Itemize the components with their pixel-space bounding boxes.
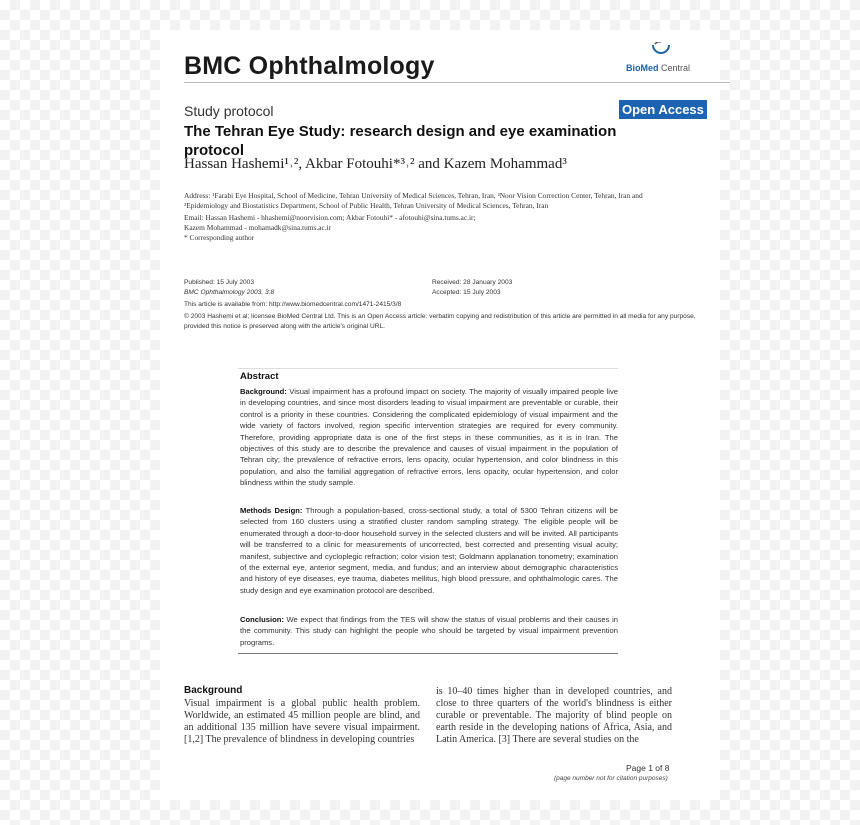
corresponding-author-note: * Corresponding author xyxy=(184,233,255,242)
article-type: Study protocol xyxy=(184,103,274,119)
journal-name: BMC Ophthalmology xyxy=(184,52,435,80)
page-number: Page 1 of 8 xyxy=(626,763,670,773)
abstract-conclusion-text: We expect that findings from the TES will show the status of visual problems and their causes in the community. This study can highlight the people who should be targeted by visual impairment prevention programs. xyxy=(240,615,618,647)
paper-page xyxy=(160,30,720,800)
abstract-conclusion-label: Conclusion: xyxy=(240,615,284,624)
biomed-central-logo xyxy=(626,42,696,78)
author-emails xyxy=(184,213,674,243)
abstract-background-text: Visual impairment has a profound impact on society. The majority of visually impaired people live in developing countries, and since most disorders leading to visual impairment are preventable or curable, their control is a priority in these countries. Considering the complicated epidemiology of visual impairment and the wide variety of factors involved, region specific intervention strategies are required for every community. Therefore, providing appropriate data is one of the first steps in these communities, as it is in Iran. The objectives of this study are to describe the prevalence and causes of visual impairment in the population of Tehran city; the prevalence of refractive errors, lens opacity, ocular hypertension, and color blindness in this population, and also the familial aggregation of refractive errors, lens opacity, ocular hypertension, and color blindness within the study sample. xyxy=(240,387,618,488)
logo-mark-icon xyxy=(626,42,696,64)
abstract-background xyxy=(240,386,618,489)
citation: BMC Ophthalmology 2003, 3:8 xyxy=(184,289,275,296)
abstract-methods-label: Methods Design: xyxy=(240,506,303,515)
abstract-conclusion xyxy=(240,614,618,648)
logo-text xyxy=(626,63,690,73)
published-date: Published: 15 July 2003 xyxy=(184,279,255,286)
author-address: Address: ¹Farabi Eye Hospital, School of Medicine, Tehran University of Medical Sciences, Tehran, Iran, ²Noor Vision Correction Center, Tehran, Iran and ³Epidemiology and Biostatistics Department, School of Public Health, Tehran University of Medical Sciences, Tehran, Iran xyxy=(184,191,643,210)
copyright-notice: © 2003 Hashemi et al; licensee BioMed Central Ltd. This is an Open Access article: verbatim copying and redistribution of this article are permitted in all media for any purpose, provided this notice is preserved along with the article's original URL. xyxy=(184,313,696,330)
abstract-heading: Abstract xyxy=(240,371,279,382)
abstract-methods xyxy=(240,505,618,596)
received-date: Received: 28 January 2003 xyxy=(432,279,513,286)
email-line: Kazem Mohammad - mohamadk@sina.tums.ac.ir xyxy=(184,223,332,232)
email-line: Email: Hassan Hashemi - hhashemi@noorvision.com; Akbar Fotouhi* - afotouhi@sina.tums.ac.ir; xyxy=(184,213,476,222)
abstract-background-label: Background: xyxy=(240,387,287,396)
accepted-date: Accepted: 15 July 2003 xyxy=(432,289,501,296)
article-url: This article is available from: http://www.biomedcentral.com/1471-2415/3/8 xyxy=(184,301,402,308)
logo-text-central: Central xyxy=(658,63,691,73)
logo-text-bio: BioMed xyxy=(626,63,659,73)
abstract-methods-text: Through a population-based, cross-sectional study, a total of 5300 Tehran citizens will be selected from 160 clusters using a stratified cluster random sampling strategy. The eligible people will be enumerated through a door-to-door household survey in the selected clusters and will be invited. All participants will be transferred to a clinic for measurements of uncorrected, best corrected and presenting visual acuity; manifest, subjective and cycloplegic refraction; color vision test; Goldmann applanation tonometry; examination of the external eye, anterior segment, media, and fundus; and an interview about demographic characteristics and history of eye diseases, eye trauma, diabetes mellitus, high blood pressure, and ophthalmologic cares. The study design and eye examination protocol are described. xyxy=(240,506,618,595)
open-access-badge: Open Access xyxy=(619,100,707,119)
page-number-note: (page number not for citation purposes) xyxy=(554,775,668,782)
section-heading-background: Background xyxy=(184,685,243,696)
body-column-right: is 10–40 times higher than in developed countries, and close to three quarters of the world's blindness is either curable or preventable. The majority of blind people on earth reside in the developing nations of Africa, Asia, and Latin America. [3] There are several studies on the xyxy=(436,686,672,745)
body-column-left: Visual impairment is a global public health problem. Worldwide, an estimated 45 million people are blind, and an additional 135 million have severe visual impairment. [1,2] The prevalence of blindness in developing countries xyxy=(184,698,420,745)
author-list: Hassan Hashemi¹˒², Akbar Fotouhi*³˒² and Kazem Mohammad³ xyxy=(184,156,567,172)
article-title: The Tehran Eye Study: research design and eye examination protocol xyxy=(184,123,617,159)
received-accepted xyxy=(432,278,512,298)
header-divider xyxy=(184,82,730,83)
